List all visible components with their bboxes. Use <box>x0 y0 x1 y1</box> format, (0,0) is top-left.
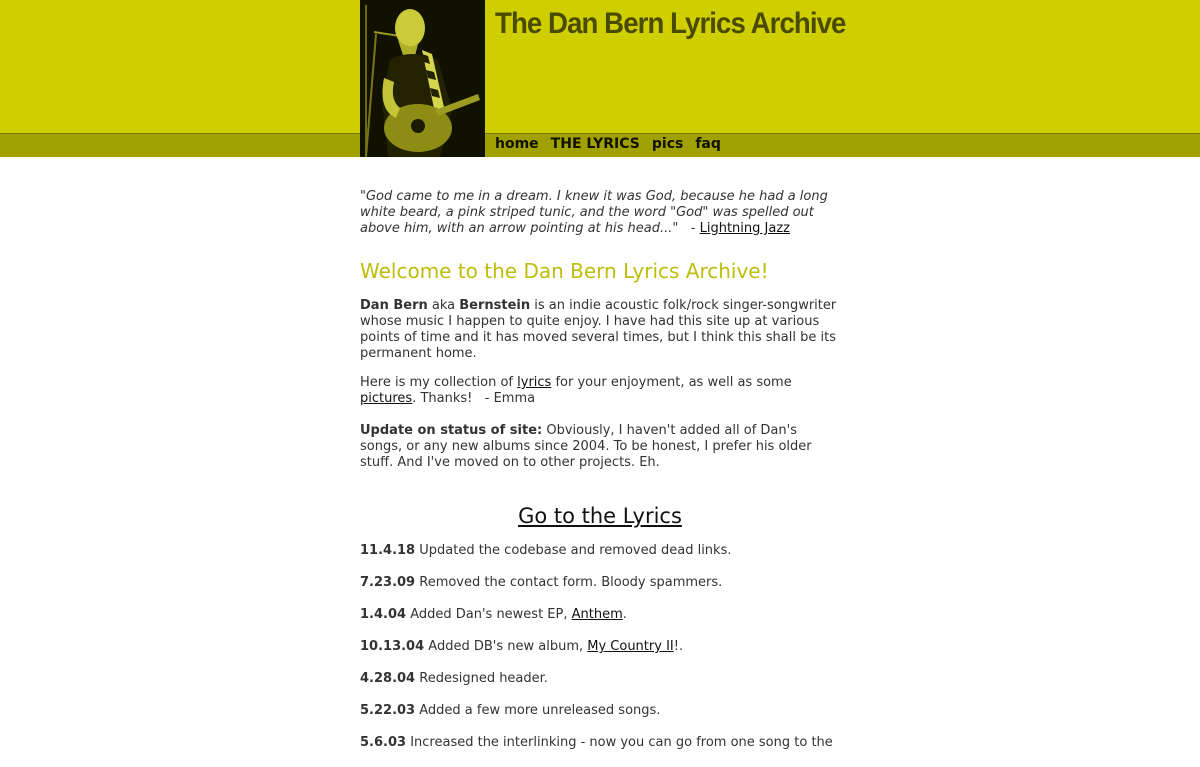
update-date: 5.6.03 <box>360 735 407 750</box>
collection-pre: Here is my collection of <box>360 375 518 390</box>
update-text: Increased the interlinking - now you can go from one song to the <box>406 735 833 750</box>
artist-name: Dan Bern <box>360 298 428 313</box>
update-item <box>360 607 840 623</box>
nav-pics[interactable]: pics <box>651 136 684 152</box>
update-text: Added DB's new album, <box>424 639 588 654</box>
nav-the-lyrics[interactable]: THE LYRICS <box>550 136 640 152</box>
pictures-link[interactable]: pictures <box>360 391 413 406</box>
update-date: 11.4.18 <box>360 543 416 558</box>
update-item <box>360 703 840 719</box>
welcome-heading: Welcome to the Dan Bern Lyrics Archive! <box>360 259 769 283</box>
update-text: Removed the contact form. Bloody spammers. <box>415 575 723 590</box>
quote-text: "God came to me in a dream. I knew it was God, because he had a long white beard, a pink striped tunic, and the word "God" was spelled out above him, with an arrow pointing at his head..." <box>360 189 828 236</box>
collection-paragraph <box>360 375 840 407</box>
collection-mid: for your enjoyment, as well as some <box>551 375 792 390</box>
quote-dash: - <box>686 221 700 236</box>
status-text: Obviously, I haven't added all of Dan's songs, or any new albums since 2004. To be honest, I prefer his older stuff. And I've moved on to other projects. Eh. <box>360 423 812 470</box>
performer-with-guitar-photo <box>360 0 485 157</box>
anthem-link[interactable]: Anthem <box>571 607 623 622</box>
collection-post: . Thanks! <box>412 391 473 406</box>
update-text: Updated the codebase and removed dead links. <box>415 543 732 558</box>
update-text: Added Dan's newest EP, <box>406 607 572 622</box>
intro-text: is an indie acoustic folk/rock singer-songwriter whose music I happen to quite enjoy. I have had this site up at various points of time and it has moved several times, but I think this shall be its permanent home. <box>360 298 837 361</box>
update-text: Redesigned header. <box>415 671 548 686</box>
signoff: - Emma <box>484 391 536 406</box>
intro-paragraph <box>360 298 840 362</box>
update-date: 10.13.04 <box>360 639 425 654</box>
update-date: 7.23.09 <box>360 575 416 590</box>
update-log <box>360 543 840 751</box>
site-title: The Dan Bern Lyrics Archive <box>495 7 846 40</box>
status-paragraph <box>360 423 840 471</box>
update-item <box>360 543 840 559</box>
update-item <box>360 735 840 751</box>
artist-alias: Bernstein <box>459 298 531 313</box>
nav-faq[interactable]: faq <box>695 136 721 152</box>
update-date: 5.22.03 <box>360 703 416 718</box>
update-text: Added a few more unreleased songs. <box>415 703 661 718</box>
intro-aka: aka <box>427 298 460 313</box>
status-label: Update on status of site: <box>360 423 543 438</box>
update-item <box>360 575 840 591</box>
update-after: !. <box>673 639 684 654</box>
quote <box>360 189 840 237</box>
my-country-ii-link[interactable]: My Country II <box>587 639 674 654</box>
main-nav <box>495 136 721 154</box>
update-item <box>360 671 840 687</box>
update-date: 1.4.04 <box>360 607 407 622</box>
update-item <box>360 639 840 655</box>
nav-home[interactable]: home <box>495 136 539 152</box>
lyrics-link[interactable]: lyrics <box>517 375 552 390</box>
update-date: 4.28.04 <box>360 671 416 686</box>
main-content <box>360 189 840 767</box>
go-to-lyrics-link[interactable]: Go to the Lyrics <box>518 504 682 528</box>
quote-source-link[interactable]: Lightning Jazz <box>699 221 790 236</box>
update-after: . <box>622 607 627 622</box>
